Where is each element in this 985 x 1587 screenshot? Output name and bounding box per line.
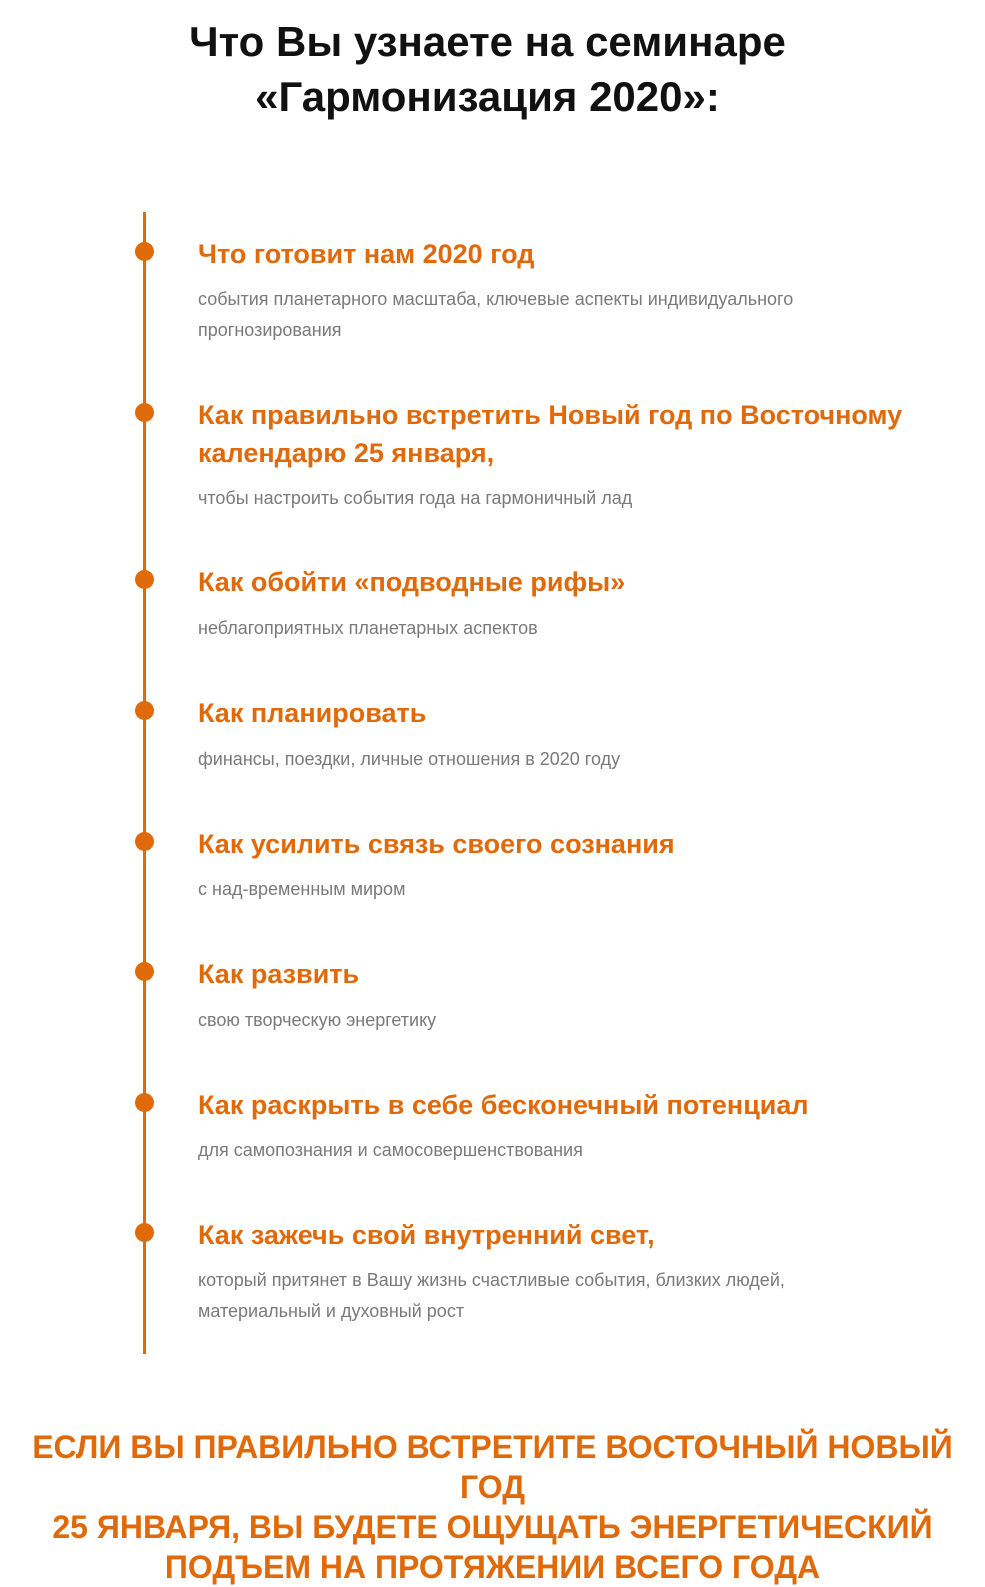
timeline-item-title: Что готовит нам 2020 год [198, 239, 535, 269]
timeline-item-description: с над-временным миром [198, 879, 406, 899]
footer-callout [0, 1427, 985, 1587]
timeline-item-title: Как зажечь свой внутренний свет, [198, 1220, 655, 1250]
footer-callout-line-3: ПОДЪЕМ НА ПРОТЯЖЕНИИ ВСЕГО ГОДА [164, 1549, 821, 1585]
timeline-item-title: Как обойти «подводные рифы» [198, 567, 626, 597]
timeline-item-description: свою творческую энергетику [198, 1010, 437, 1030]
footer-callout-line-2: 25 ЯНВАРЯ, ВЫ БУДЕТЕ ОЩУЩАТЬ ЭНЕРГЕТИЧЕСКИЙ [52, 1509, 933, 1545]
timeline-item-title: Как планировать [198, 698, 427, 728]
timeline-item-title: Как правильно встретить Новый год по Восточному календарю 25 января, [198, 400, 903, 468]
timeline-item-description: который притянет в Вашу жизнь счастливые события, близких людей, материальный и духовный рост [198, 1270, 785, 1321]
timeline-dot-icon [135, 570, 154, 589]
timeline-dot-icon [135, 962, 154, 981]
timeline-item-description: финансы, поездки, личные отношения в 2020 году [198, 749, 621, 769]
timeline-dot-icon [135, 832, 154, 851]
timeline-item-description: события планетарного масштаба, ключевые аспекты индивидуального прогнозирования [198, 289, 794, 340]
timeline-item-title: Как раскрыть в себе бесконечный потенциал [198, 1090, 809, 1120]
timeline-item-title: Как усилить связь своего сознания [198, 829, 675, 859]
page-title-line-2: «Гармонизация 2020»: [255, 73, 720, 120]
timeline-dot-icon [135, 242, 154, 261]
timeline-dot-icon [135, 701, 154, 720]
timeline-dot-icon [135, 1223, 154, 1242]
timeline-dot-icon [135, 1093, 154, 1112]
timeline-item-description: неблагоприятных планетарных аспектов [198, 618, 538, 638]
timeline-item-description: чтобы настроить события года на гармоничный лад [198, 488, 633, 508]
timeline-item-description: для самопознания и самосовершенствования [198, 1140, 583, 1160]
footer-callout-line-1: ЕСЛИ ВЫ ПРАВИЛЬНО ВСТРЕТИТЕ ВОСТОЧНЫЙ НОВЫЙ ГОД [32, 1429, 953, 1505]
timeline-line [143, 212, 146, 1354]
page-title-line-1: Что Вы узнаете на семинаре [189, 18, 786, 65]
timeline-dot-icon [135, 403, 154, 422]
timeline-item-title: Как развить [198, 959, 360, 989]
